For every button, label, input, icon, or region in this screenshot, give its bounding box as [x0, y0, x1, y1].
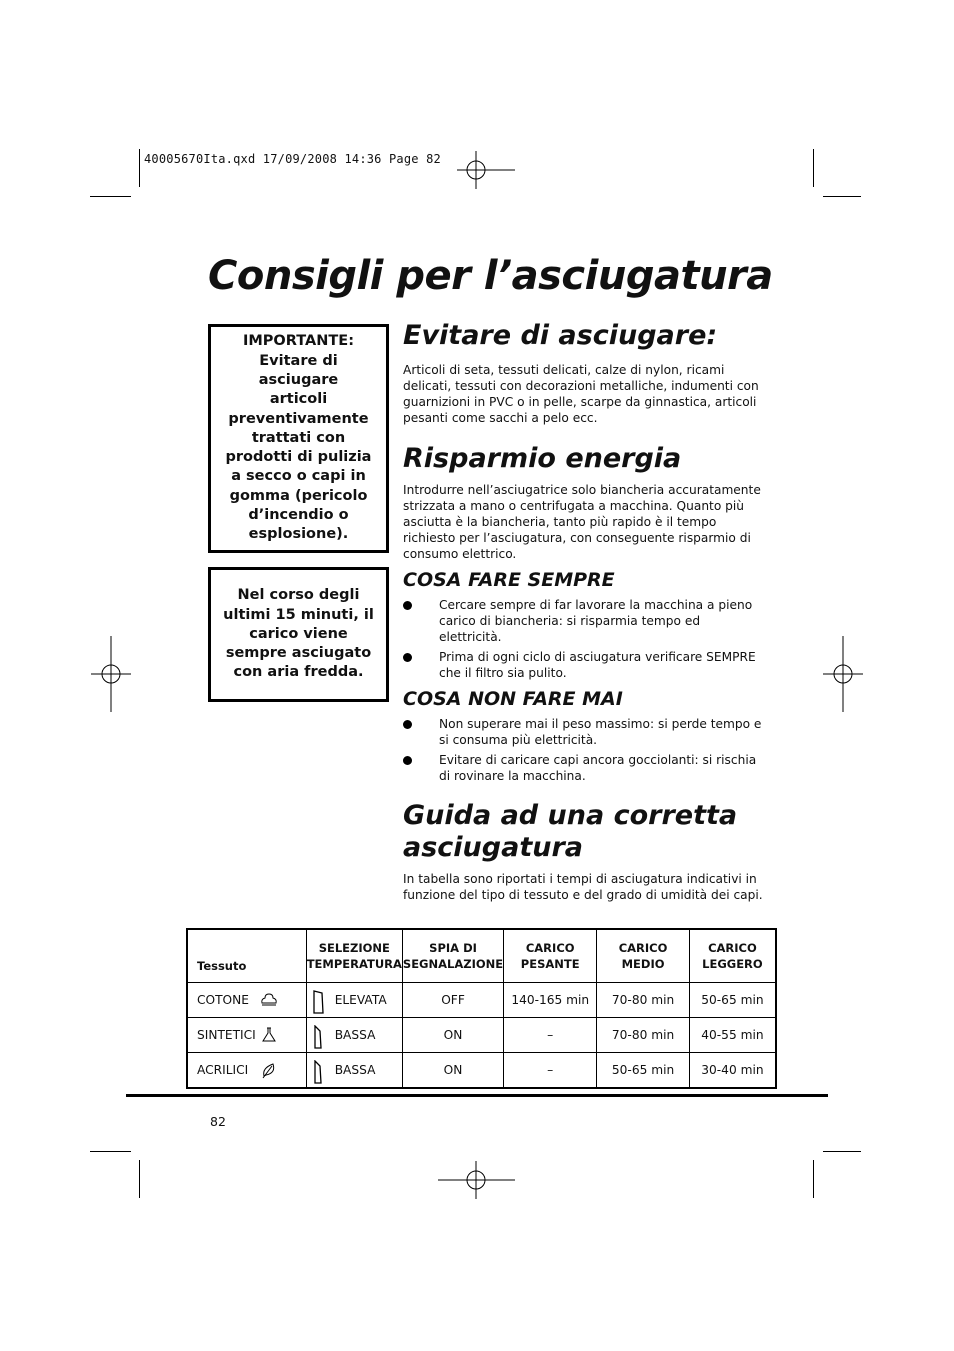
important-line: preventivamente: [228, 410, 369, 427]
cell-light: 40-55 min: [689, 1018, 776, 1053]
cell-temperature: [306, 1053, 402, 1089]
fabric-label: SINTETICI: [197, 1028, 256, 1042]
cotton-icon: [260, 991, 278, 1009]
footer-rule: [126, 1094, 828, 1097]
page-number: 82: [210, 1114, 226, 1129]
temperature-label: BASSA: [334, 1028, 376, 1042]
never-heading: COSA NON FARE MAI: [403, 688, 623, 710]
header-indicator-line: SPIA DI: [429, 941, 477, 955]
header-fabric: Tessuto: [187, 929, 306, 983]
energy-text: Introdurre nell’asciugatrice solo biancheria accuratamente strizzata a mano o centrifugata a macchina. Quanto più asciutta è la biancheria, tanto più rapido è il tempo richiesto per l’asciugatura, con conseguente risparmio di consumo elettrico.: [403, 483, 761, 561]
temp-low-icon: [311, 1060, 325, 1084]
header-medium-line: CARICO: [618, 941, 668, 955]
header-indicator: [402, 929, 503, 983]
cell-medium: 50-65 min: [597, 1053, 690, 1089]
important-line: trattati con: [251, 429, 346, 446]
cell-fabric: [187, 1018, 306, 1053]
header-light-line: CARICO: [708, 941, 757, 955]
header-temperature-line: TEMPERATURA: [306, 957, 402, 971]
cell-fabric: [187, 1053, 306, 1089]
cell-fabric: [187, 983, 306, 1018]
header-temperature: [306, 929, 402, 983]
cell-heavy: 140-165 min: [504, 983, 597, 1018]
guide-heading-line: Guida ad una corretta: [403, 800, 738, 831]
always-item-text: Prima di ogni ciclo di asciugatura verificare SEMPRE che il filtro sia pulito.: [439, 650, 756, 680]
important-line: articoli: [269, 391, 328, 408]
important-line: IMPORTANTE:: [242, 333, 354, 350]
header-light-load: [689, 929, 776, 983]
cell-temperature: [306, 1018, 402, 1053]
important-line: gomma (pericolo: [229, 487, 368, 504]
avoid-text: Articoli di seta, tessuti delicati, calze di nylon, ricami delicati, tessuti con decorazioni metalliche, indumenti con guarnizioni in PVC o in pelle, scarpe da ginnastica, articoli pesanti come sacchi a pelo ecc.: [403, 363, 759, 425]
fabric-label: COTONE: [197, 993, 249, 1007]
guide-text: In tabella sono riportati i tempi di asciugatura indicativi in funzione del tipo di tessuto e del grado di umidità dei capi.: [403, 872, 763, 902]
cell-light: 30-40 min: [689, 1053, 776, 1089]
table-row: [187, 983, 776, 1018]
header-heavy-load: [504, 929, 597, 983]
never-item-text: Evitare di caricare capi ancora gocciolanti: si rischia di rovinare la macchina.: [439, 753, 757, 783]
fabric-label: ACRILICI: [197, 1063, 249, 1077]
guide-heading: [403, 800, 737, 864]
notice-line: carico viene: [249, 625, 348, 642]
notice-line: Nel corso degli: [237, 587, 360, 604]
header-indicator-line: SEGNALAZIONE: [402, 957, 504, 971]
important-box: [208, 324, 389, 553]
important-line: a secco o capi in: [231, 468, 366, 485]
header-temperature-line: SELEZIONE: [318, 941, 390, 955]
important-line: esplosione).: [248, 526, 349, 543]
notice-line: sempre asciugato: [225, 645, 372, 662]
cell-indicator: ON: [402, 1018, 503, 1053]
important-line: d’incendio o: [248, 507, 349, 524]
header-heavy-line: PESANTE: [520, 957, 580, 971]
table-header-row: [187, 929, 776, 983]
notice-line: ultimi 15 minuti, il: [223, 606, 374, 623]
important-line: prodotti di pulizia: [225, 449, 372, 466]
registration-mark-right: [823, 636, 863, 712]
never-item: [403, 716, 763, 748]
notice-line: con aria fredda.: [233, 664, 364, 681]
always-item: [403, 597, 763, 645]
guide-heading-line: asciugatura: [403, 832, 583, 863]
cell-light: 50-65 min: [689, 983, 776, 1018]
always-heading: COSA FARE SEMPRE: [403, 569, 615, 591]
cell-indicator: OFF: [402, 983, 503, 1018]
avoid-heading: Evitare di asciugare:: [403, 320, 718, 351]
header-heavy-line: CARICO: [525, 941, 575, 955]
temperature-label: BASSA: [334, 1063, 376, 1077]
cell-medium: 70-80 min: [597, 983, 690, 1018]
registration-mark-left: [91, 636, 131, 712]
bullet-icon: [403, 756, 412, 765]
never-item-text: Non superare mai il peso massimo: si perde tempo e si consuma più elettricità.: [439, 717, 762, 747]
bullet-icon: [403, 720, 412, 729]
table-row: [187, 1018, 776, 1053]
drying-table: [186, 928, 777, 1089]
cell-indicator: ON: [402, 1053, 503, 1089]
header-medium-load: [597, 929, 690, 983]
page-title: Consigli per l’asciugatura: [208, 253, 773, 299]
never-item: [403, 752, 763, 784]
header-light-line: LEGGERO: [702, 957, 763, 971]
registration-mark-top: [457, 151, 515, 189]
print-header: 40005670Ita.qxd 17/09/2008 14:36 Page 82: [144, 152, 441, 166]
bullet-icon: [403, 653, 412, 662]
cell-heavy: –: [504, 1053, 597, 1089]
flask-icon: [260, 1026, 278, 1044]
cell-temperature: [306, 983, 402, 1018]
cell-heavy: –: [504, 1018, 597, 1053]
cell-medium: 70-80 min: [597, 1018, 690, 1053]
leaf-icon: [260, 1061, 278, 1079]
important-line: Evitare di asciugare: [258, 352, 339, 388]
temp-high-icon: [311, 990, 325, 1014]
table-row: [187, 1053, 776, 1089]
notice-box: [208, 567, 389, 702]
registration-mark-bottom: [438, 1161, 515, 1199]
always-item: [403, 649, 763, 681]
always-item-text: Cercare sempre di far lavorare la macchina a pieno carico di biancheria: si risparmia tempo ed elettricità.: [439, 598, 753, 644]
temp-low-icon: [311, 1025, 325, 1049]
header-medium-line: MEDIO: [621, 957, 665, 971]
temperature-label: ELEVATA: [334, 993, 387, 1007]
energy-heading: Risparmio energia: [403, 443, 682, 474]
bullet-icon: [403, 601, 412, 610]
